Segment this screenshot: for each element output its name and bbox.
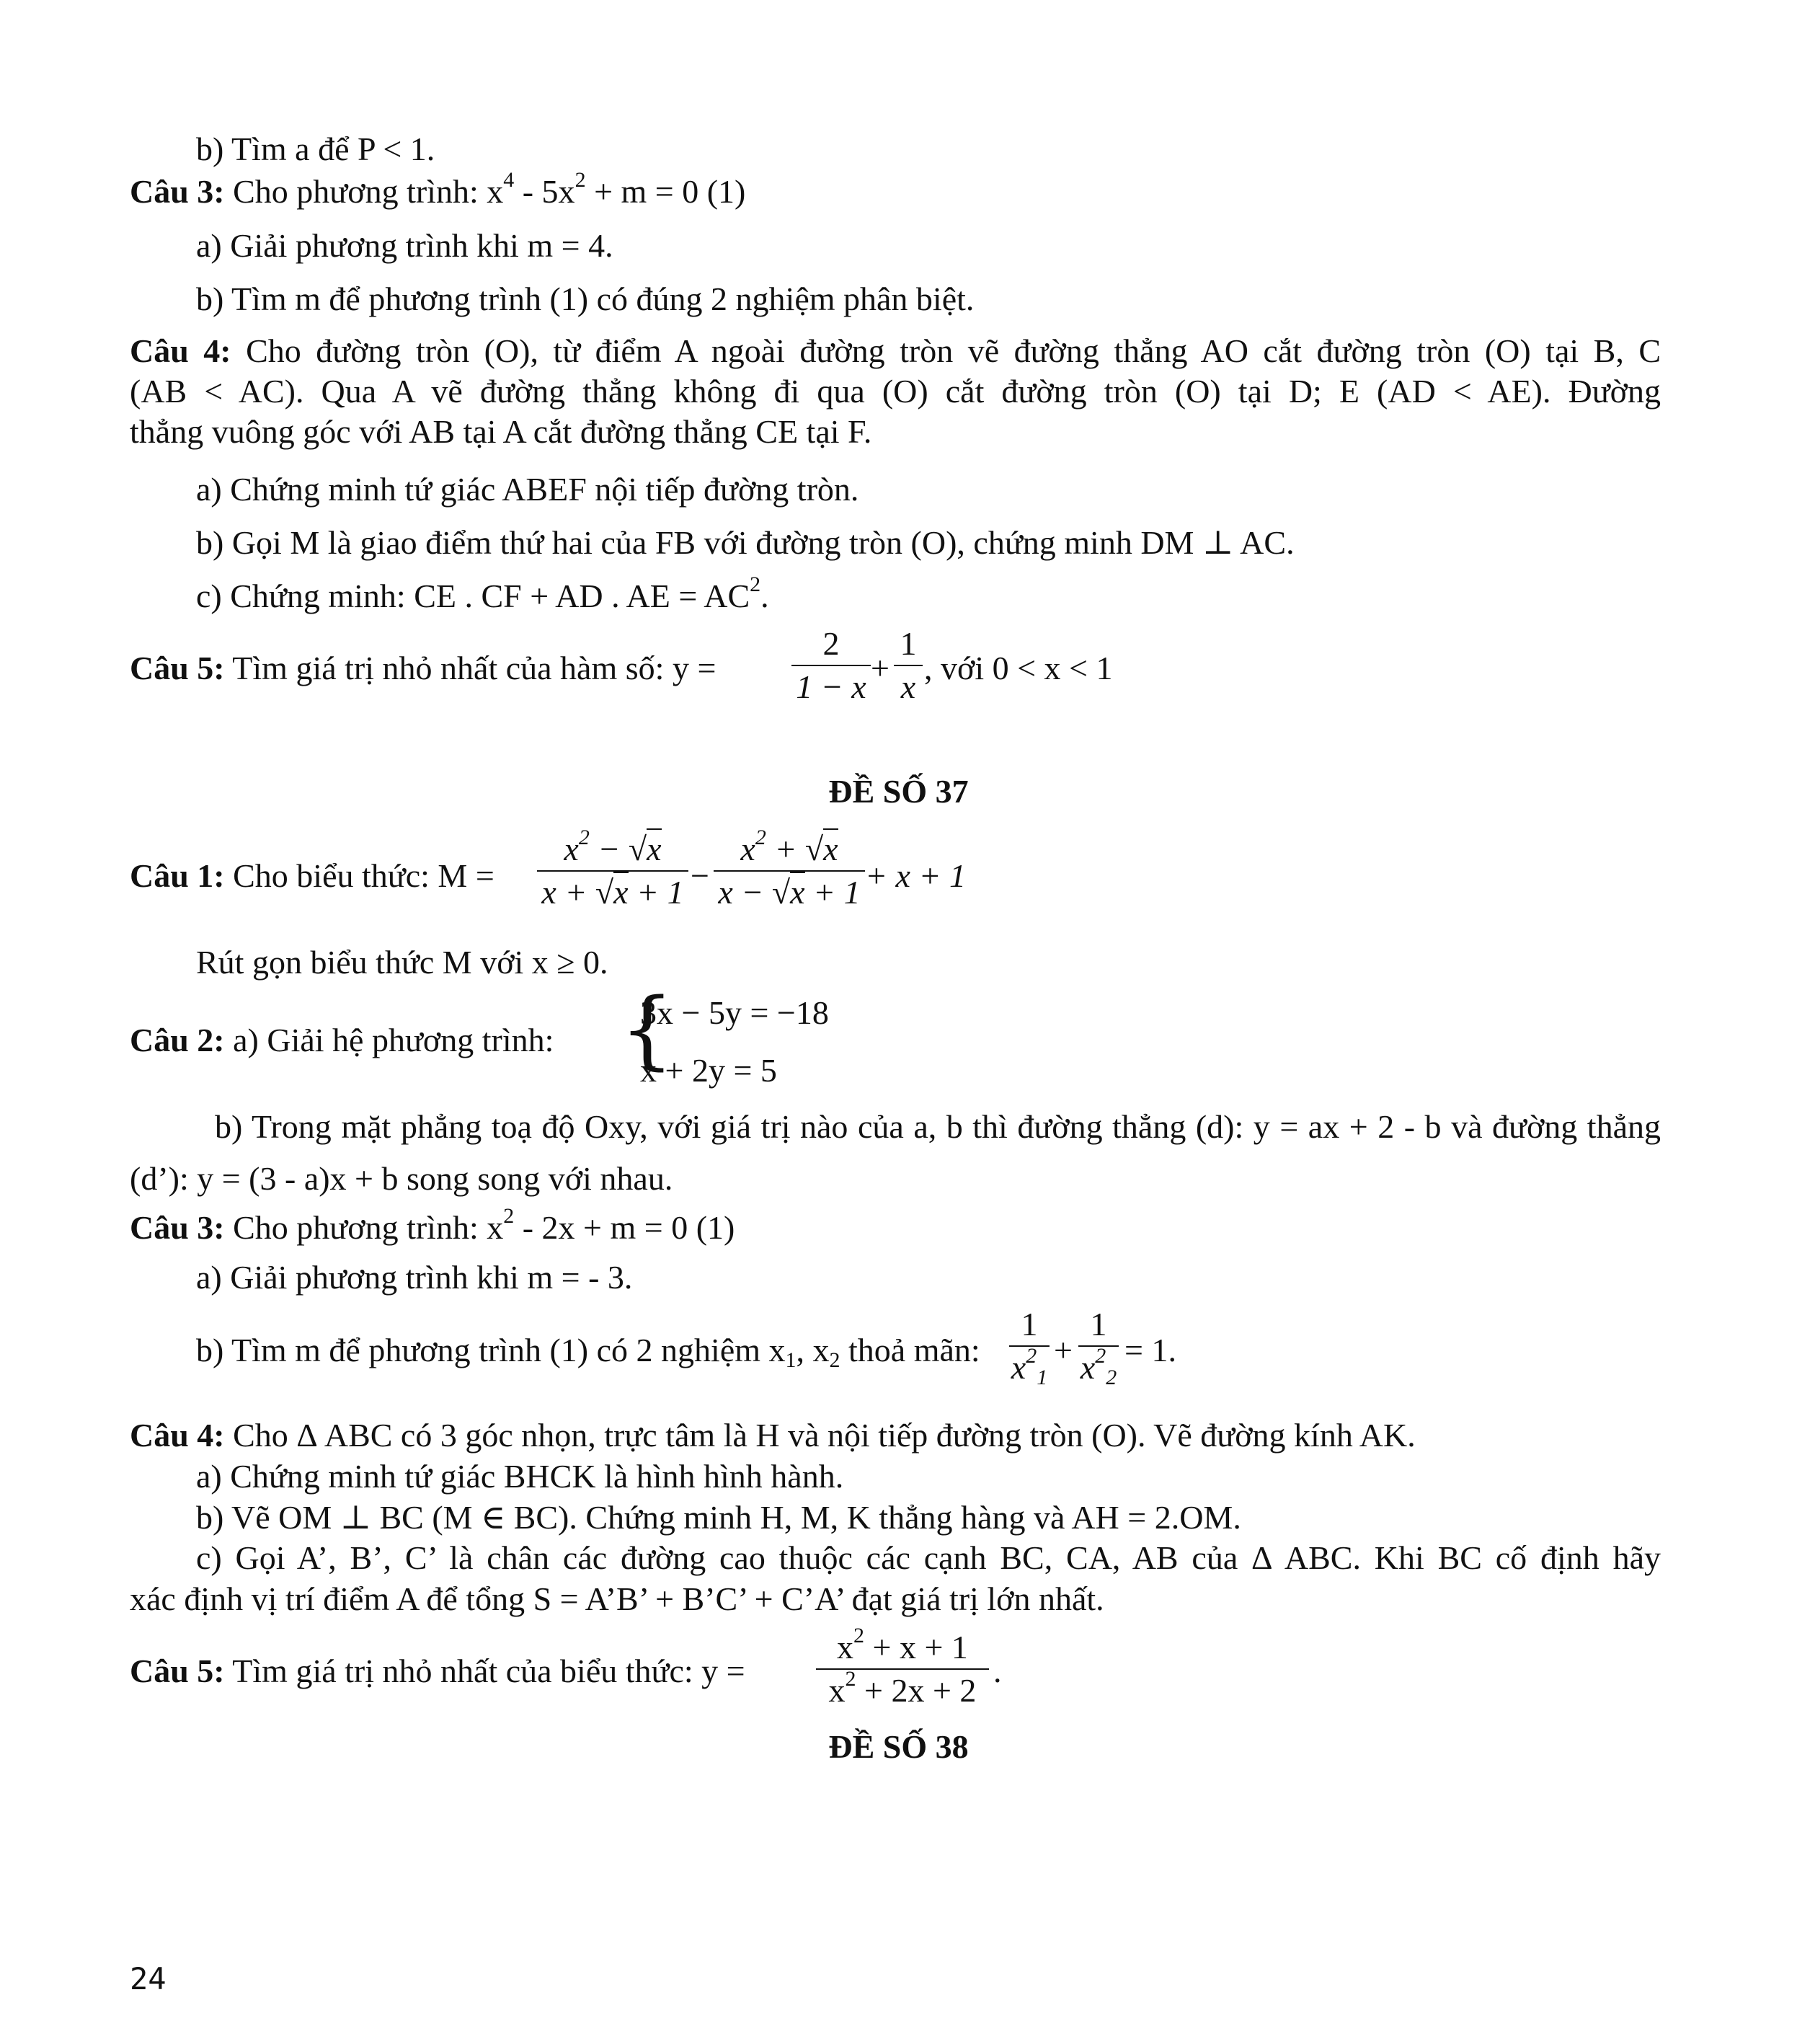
de37-q1-simplify: Rút gọn biểu thức M với x ≥ 0. <box>196 944 608 981</box>
de37-q2-label: Câu 2: <box>130 1022 225 1058</box>
document-page: b) Tìm a để P < 1. Câu 3: Cho phương trình: $x^4 - 5x^2 + m = 0$ (1) a) Giải phương trình khi m = 4. b) Tìm m để phương trình (1) có đúng 2 nghiệm phân biệt. Câu 4: Cho đường tròn (O), từ điểm A ngoài đường tròn vẽ đường thẳng AO cắt đường tròn (O) tại B, C (AB < AC). Qua A vẽ đường thẳng không đi qua (O) cắt đường tròn (O) tại D; E (AD < AE). Đường thẳng vuông góc với AB tại A cắt đường thẳng CE tại F. a) Chứng minh tứ giác ABEF nội tiếp đường tròn. b) Gọi M là giao điểm thứ hai của FB với đường tròn (O), chứng minh DM ⊥ AC. c) Chứng minh: CE . CF + AD . AE = $AC^2$. Câu 5: Tìm giá trị nhỏ nhất của hàm số: y = 2 1 − x + 1 x , với 0 < x < 1 ĐỀ SỐ 37 Câu 1: Cho biểu thức: M = $x^2 - √x$ x + √x + 1 − $x^2 + √x$ x − √x + 1 + x + 1 Rút gọn biểu thức M với x ≥ 0. Câu 2: a) Giải hệ phương trình: { 3x − 5y = −18 x + 2y = 5 b) Trong mặt phẳng toạ độ Oxy, với giá trị nào của a, b thì đường thẳng (d): y = ax + 2 - b và đường thẳng (d’): y = (3 - a)x + b song song với nhau. Câu 3: Cho phương trình: $x^2 - 2x + m = 0$ (1) a) Giải phương trình khi m = - 3. b) Tìm m để phương trình (1) có 2 nghiệm $x_1$, $x_2$ thoả mãn: 1 $x^2_1$ + 1 $x^2_2$ = 1. Câu 4: Cho Δ ABC có 3 góc nhọn, trực tâm là H và nội tiếp đường tròn (O). Vẽ đường kính AK. a) Chứng minh tứ giác BHCK là hình hình hành. b) Vẽ OM ⊥ BC (M ∈ BC). Chứng minh H, M, K thẳng hàng và AH = 2.OM. c) Gọi A’, B’, C’ là chân các đường cao thuộc các cạnh BC, CA, AB của Δ ABC. Khi BC cố định hãy xác định vị trí điểm A để tổng S = A’B’ + B’C’ + C’A’ đạt giá trị lớn nhất. Câu 5: Tìm giá trị nhỏ nhất của biểu thức: y = $x^2 + x + 1$ $x^2 + 2x + 2$ . ĐỀ SỐ 38 24 <box>0 0 1797 2044</box>
de37-q5-label: Câu 5: <box>130 1653 225 1689</box>
fraction-bar <box>791 665 871 666</box>
page-number: 24 <box>130 1961 167 1996</box>
de37-q1-fraction-1: $x^2 - √x$ x + √x + 1 <box>537 833 688 909</box>
de37-q4-line: Câu 4: Cho Δ ABC có 3 góc nhọn, trực tâm là H và nội tiếp đường tròn (O). Vẽ đường kính AK. <box>130 1417 1416 1454</box>
q5-label: Câu 5: <box>130 650 225 686</box>
de37-q1-fraction-2: $x^2 + √x$ x − √x + 1 <box>714 833 865 909</box>
de37-q3-line: Câu 3: Cho phương trình: $x^2 - 2x + m = 0$ (1) <box>130 1204 735 1246</box>
q5-line: Câu 5: Tìm giá trị nhỏ nhất của hàm số: y = <box>130 650 716 686</box>
de37-q1-label: Câu 1: <box>130 857 225 894</box>
exam-38-heading: ĐỀ SỐ 38 <box>828 1728 969 1765</box>
q3a-line: a) Giải phương trình khi m = 4. <box>196 227 613 264</box>
de37-q2-eq2: x + 2y = 5 <box>640 1052 777 1089</box>
q3-label: Câu 3: <box>130 173 225 210</box>
de37-q2-eq1: 3x − 5y = −18 <box>640 994 829 1031</box>
de37-q4-label: Câu 4: <box>130 1417 225 1454</box>
de37-q4c-line-1: c) Gọi A’, B’, C’ là chân các đường cao thuộc các cạnh BC, CA, AB của Δ ABC. Khi BC cố định hãy <box>196 1539 1661 1576</box>
de37-q5-line: Câu 5: Tìm giá trị nhỏ nhất của biểu thức: y = <box>130 1653 745 1689</box>
de37-q4a-line: a) Chứng minh tứ giác BHCK là hình hình hành. <box>196 1458 844 1495</box>
q2b-line: b) Tìm a để P < 1. <box>196 130 435 167</box>
fraction-bar <box>714 870 865 872</box>
de37-q4b-line: b) Vẽ OM ⊥ BC (M ∈ BC). Chứng minh H, M, K thẳng hàng và AH = 2.OM. <box>196 1499 1241 1536</box>
q3b-line: b) Tìm m để phương trình (1) có đúng 2 nghiệm phân biệt. <box>196 280 975 317</box>
q4-line-2: (AB < AC). Qua A vẽ đường thẳng không đi qua (O) cắt đường tròn (O) tại D; E (AD < AE). Đường <box>130 373 1661 410</box>
de37-q3b-fraction-1: 1 $x^2_1$ <box>1009 1308 1050 1384</box>
de37-q3b-line: b) Tìm m để phương trình (1) có 2 nghiệm $x_1$, $x_2$ thoả mãn: <box>196 1332 980 1372</box>
q3-line: Câu 3: Cho phương trình: $x^4 - 5x^2 + m = 0$ (1) <box>130 168 746 210</box>
q4-line-1: Câu 4: Cho đường tròn (O), từ điểm A ngoài đường tròn vẽ đường thẳng AO cắt đường tròn (O) tại B, C <box>130 332 1661 369</box>
q5-fraction-2: 1 x <box>894 627 923 704</box>
q4-line-3: thẳng vuông góc với AB tại A cắt đường thẳng CE tại F. <box>130 413 872 450</box>
de37-q2b-line-1: b) Trong mặt phẳng toạ độ Oxy, với giá trị nào của a, b thì đường thẳng (d): y = ax + 2 - b và đường thẳng <box>215 1108 1661 1145</box>
q5-fraction-1: 2 1 − x <box>791 627 871 704</box>
q4-label: Câu 4: <box>130 332 231 369</box>
fraction-bar <box>894 665 923 666</box>
q4c-line: c) Chứng minh: CE . CF + AD . AE = $AC^2$. <box>196 572 769 614</box>
de37-q3b-fraction-2: 1 $x^2_2$ <box>1078 1308 1119 1384</box>
de37-q3-label: Câu 3: <box>130 1209 225 1246</box>
exam-37-heading: ĐỀ SỐ 37 <box>828 773 969 810</box>
system-brace: { <box>620 979 675 1079</box>
q4a-line: a) Chứng minh tứ giác ABEF nội tiếp đường tròn. <box>196 471 859 508</box>
de37-q4c-line-2: xác định vị trí điểm A để tổng S = A’B’ + B’C’ + C’A’ đạt giá trị lớn nhất. <box>130 1580 1104 1617</box>
fraction-bar <box>537 870 688 872</box>
de37-q1-line: Câu 1: Cho biểu thức: M = <box>130 857 494 894</box>
de37-q3a-line: a) Giải phương trình khi m = - 3. <box>196 1259 633 1296</box>
de37-q2-line: Câu 2: a) Giải hệ phương trình: <box>130 1022 554 1058</box>
de37-q2b-line-2: (d’): y = (3 - a)x + b song song với nhau. <box>130 1160 673 1197</box>
q4b-line: b) Gọi M là giao điểm thứ hai của FB với đường tròn (O), chứng minh DM ⊥ AC. <box>196 524 1295 561</box>
de37-q5-fraction: $x^2 + x + 1$ $x^2 + 2x + 2$ <box>816 1631 989 1707</box>
fraction-bar <box>816 1668 989 1670</box>
